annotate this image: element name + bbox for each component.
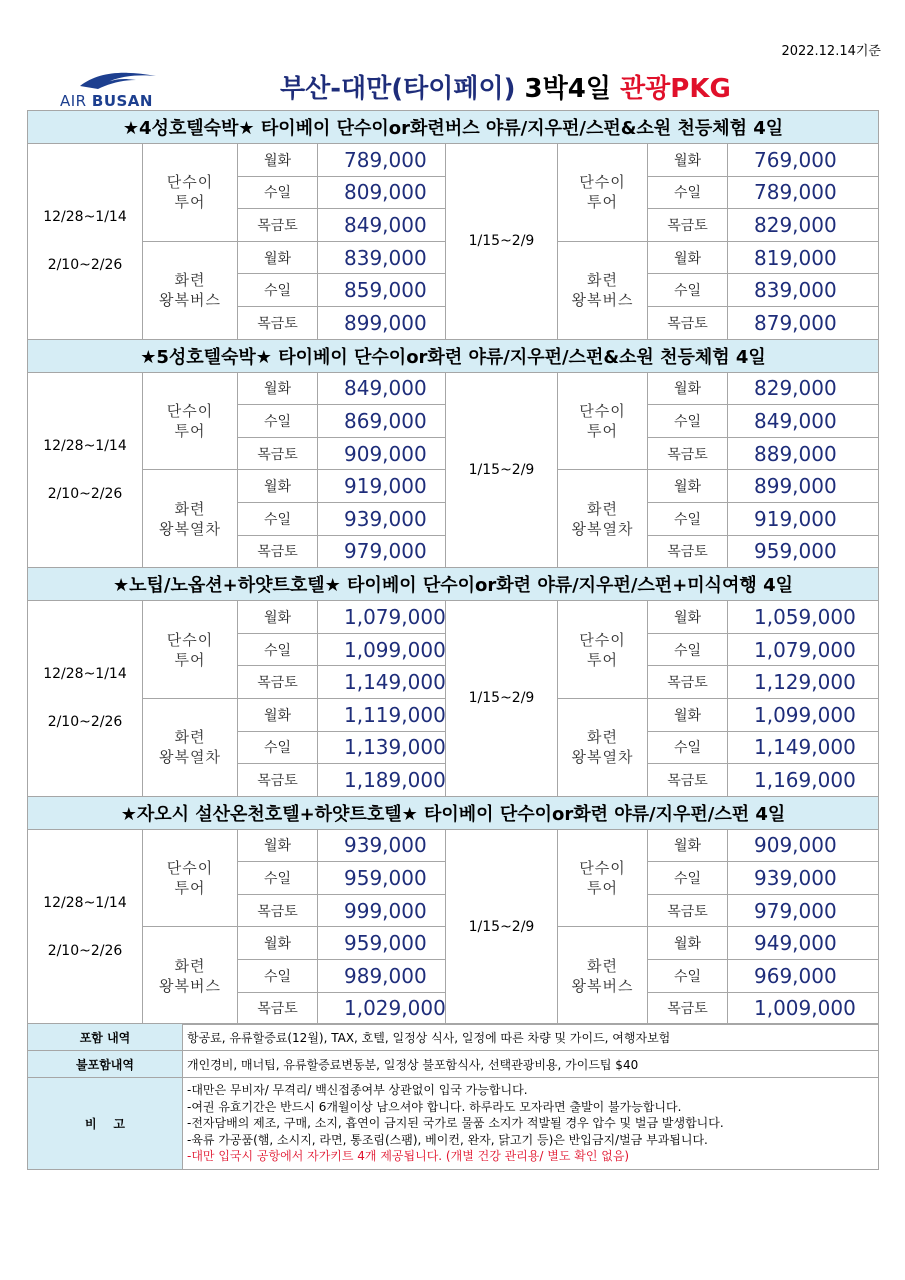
tour-type-right <box>558 372 648 470</box>
day-label: 목금토 <box>648 209 728 242</box>
price-left: 909,000 <box>318 437 446 470</box>
period-left: 2/10~2/26 <box>47 714 123 731</box>
title-part1: 부산- <box>280 74 342 104</box>
day-label: 목금토 <box>648 535 728 568</box>
price-left: 869,000 <box>318 405 446 438</box>
tour-type-line: 투어 <box>587 193 618 212</box>
tour-type-line: 화련 <box>174 956 206 975</box>
day-label: 목금토 <box>238 764 318 797</box>
section-header: ★4성호텔숙박★ 타이베이 단수이or화련버스 야류/지우펀/스펀&소원 천등체험 4일 <box>28 111 879 144</box>
day-label: 월화 <box>648 470 728 503</box>
price-right: 959,000 <box>728 535 879 568</box>
price-right: 879,000 <box>728 306 879 339</box>
day-label: 월화 <box>648 601 728 634</box>
day-label: 수일 <box>238 960 318 993</box>
day-label: 목금토 <box>648 306 728 339</box>
price-right: 899,000 <box>728 470 879 503</box>
price-right: 969,000 <box>728 960 879 993</box>
section-header-row <box>28 111 879 144</box>
day-label: 수일 <box>648 960 728 993</box>
tour-type-line: 단수이 <box>166 401 214 420</box>
price-right: 1,149,000 <box>728 731 879 764</box>
day-label: 월화 <box>648 372 728 405</box>
day-label: 수일 <box>648 633 728 666</box>
tour-type-right <box>558 241 648 339</box>
price-left: 1,029,000 <box>318 992 446 1025</box>
tour-type-line: 투어 <box>174 421 206 440</box>
tour-type-line: 투어 <box>174 650 206 669</box>
section-header-row <box>28 796 879 829</box>
section-header: ★노팁/노옵션+하얏트호텔★ 타이베이 단수이or화련 야류/지우펀/스펀+미식여행 4일 <box>28 568 879 601</box>
price-left: 939,000 <box>318 502 446 535</box>
tour-type-line: 투어 <box>174 879 206 898</box>
title-part2: 대만(타이페이) <box>341 74 516 104</box>
price-left: 1,189,000 <box>318 764 446 797</box>
price-left: 999,000 <box>318 894 446 927</box>
price-right: 939,000 <box>728 862 879 895</box>
tour-type-line: 단수이 <box>166 630 214 649</box>
price-left: 1,139,000 <box>318 731 446 764</box>
table-row <box>28 372 879 405</box>
notes-cell <box>183 1078 879 1170</box>
day-label: 월화 <box>238 144 318 177</box>
note-line: -육류 가공품(햄, 소시지, 라면, 통조림(스팸), 베이컨, 완자, 닭고기 등)은 반입금지/벌금 부과됩니다. <box>187 1132 708 1147</box>
price-right: 1,129,000 <box>728 666 879 699</box>
period-left: 2/10~2/26 <box>47 485 123 502</box>
bird-logo-icon <box>78 68 158 90</box>
excluded-text: 개인경비, 매너팁, 유류할증료변동분, 일정상 불포함식사, 선택관광비용, 가이드팁 $40 <box>183 1051 879 1078</box>
day-label: 목금토 <box>238 894 318 927</box>
period-left: 12/28~1/14 <box>43 437 127 454</box>
note-line: -전자담배의 제조, 구매, 소지, 흡연이 금지된 국가로 물품 소지가 적발될 경우 압수 및 벌금 발생합니다. <box>187 1116 724 1130</box>
period-right: 1/15~2/9 <box>446 144 558 340</box>
logo-text <box>60 92 153 110</box>
price-right: 1,059,000 <box>728 601 879 634</box>
period-left: 12/28~1/14 <box>43 666 127 683</box>
day-label: 수일 <box>648 176 728 209</box>
price-left: 809,000 <box>318 176 446 209</box>
day-label: 목금토 <box>648 992 728 1025</box>
tour-type-line: 왕복열차 <box>159 748 221 767</box>
price-right: 1,099,000 <box>728 698 879 731</box>
price-left: 849,000 <box>318 372 446 405</box>
period-left-cell <box>28 372 143 568</box>
date-basis: 2022.12.14기준 <box>781 44 881 59</box>
note-line: -대만은 무비자/ 무격리/ 백신접종여부 상관없이 입국 가능합니다. <box>187 1083 528 1097</box>
tour-type-line: 투어 <box>587 421 618 440</box>
day-label: 목금토 <box>238 666 318 699</box>
tour-type-line: 단수이 <box>166 173 214 192</box>
price-right: 949,000 <box>728 927 879 960</box>
logo-text-bold: BUSAN <box>91 92 153 110</box>
tour-type-line: 단수이 <box>579 173 626 192</box>
tour-type-line: 왕복열차 <box>159 519 221 538</box>
day-label: 목금토 <box>238 992 318 1025</box>
day-label: 목금토 <box>648 764 728 797</box>
day-label: 목금토 <box>238 437 318 470</box>
note-line: -여권 유효기간은 반드시 6개월이상 남으셔야 합니다. 하루라도 모자라면 출발이 불가능합니다. <box>187 1099 682 1114</box>
tour-type-line: 왕복버스 <box>571 976 634 995</box>
section-header: ★5성호텔숙박★ 타이베이 단수이or화련 야류/지우펀/스펀&소원 천등체험 4일 <box>28 339 879 372</box>
tour-type-line: 화련 <box>587 271 618 290</box>
price-left: 1,119,000 <box>318 698 446 731</box>
tour-type-right <box>558 601 648 699</box>
price-right: 829,000 <box>728 372 879 405</box>
tour-type-line: 단수이 <box>166 859 214 878</box>
table-row <box>28 601 879 634</box>
price-table <box>27 110 879 1025</box>
tour-type-line: 왕복열차 <box>571 519 634 538</box>
period-left: 2/10~2/26 <box>47 942 123 959</box>
logo-text-light: AIR <box>60 92 87 110</box>
day-label: 수일 <box>238 862 318 895</box>
tour-type-line: 투어 <box>587 879 618 898</box>
tour-type-line: 화련 <box>174 728 206 747</box>
day-label: 월화 <box>238 470 318 503</box>
day-label: 월화 <box>648 698 728 731</box>
price-right: 789,000 <box>728 176 879 209</box>
table-row <box>28 144 879 177</box>
price-left: 849,000 <box>318 209 446 242</box>
period-left: 12/28~1/14 <box>43 894 127 911</box>
price-right: 1,169,000 <box>728 764 879 797</box>
day-label: 목금토 <box>238 209 318 242</box>
period-left-cell <box>28 829 143 1025</box>
day-label: 수일 <box>238 405 318 438</box>
day-label: 월화 <box>238 372 318 405</box>
tour-type-left <box>143 698 238 796</box>
air-busan-logo <box>60 68 170 110</box>
day-label: 목금토 <box>238 306 318 339</box>
day-label: 수일 <box>648 502 728 535</box>
day-label: 수일 <box>648 274 728 307</box>
tour-type-line: 단수이 <box>579 630 626 649</box>
day-label: 월화 <box>238 927 318 960</box>
price-left: 979,000 <box>318 535 446 568</box>
tour-type-right <box>558 144 648 242</box>
tour-type-line: 투어 <box>174 193 206 212</box>
title-part3: 3박4일 <box>515 74 621 104</box>
tour-type-line: 화련 <box>587 956 618 975</box>
day-label: 월화 <box>238 829 318 862</box>
day-label: 수일 <box>648 862 728 895</box>
day-label: 월화 <box>648 144 728 177</box>
tour-type-line: 왕복버스 <box>159 976 221 995</box>
price-right: 839,000 <box>728 274 879 307</box>
title-part4: 관광PKG <box>620 74 731 104</box>
tour-type-left <box>143 372 238 470</box>
info-table <box>27 1023 879 1170</box>
period-left-cell <box>28 144 143 340</box>
notes-label: 비 고 <box>28 1078 183 1170</box>
period-right: 1/15~2/9 <box>446 372 558 568</box>
day-label: 월화 <box>238 601 318 634</box>
note-line-red: -대만 입국시 공항에서 자가키트 4개 제공됩니다. (개별 건강 관리용/ 별도 확인 없음) <box>187 1149 630 1163</box>
tour-type-right <box>558 927 648 1025</box>
day-label: 수일 <box>238 502 318 535</box>
price-left: 919,000 <box>318 470 446 503</box>
tour-type-right <box>558 698 648 796</box>
price-right: 1,009,000 <box>728 992 879 1025</box>
tour-type-line: 화련 <box>174 499 206 518</box>
tour-type-line: 왕복버스 <box>159 291 221 310</box>
tour-type-line: 화련 <box>174 271 206 290</box>
tour-type-line: 투어 <box>587 650 618 669</box>
table-row <box>28 829 879 862</box>
price-left: 859,000 <box>318 274 446 307</box>
price-right: 849,000 <box>728 405 879 438</box>
period-left: 2/10~2/26 <box>47 257 123 274</box>
tour-type-right <box>558 470 648 568</box>
page-title <box>280 68 731 105</box>
tour-type-line: 화련 <box>587 728 618 747</box>
day-label: 목금토 <box>648 437 728 470</box>
day-label: 수일 <box>238 176 318 209</box>
price-left: 939,000 <box>318 829 446 862</box>
price-left: 899,000 <box>318 306 446 339</box>
price-left: 959,000 <box>318 927 446 960</box>
price-right: 819,000 <box>728 241 879 274</box>
day-label: 월화 <box>238 698 318 731</box>
period-right: 1/15~2/9 <box>446 829 558 1025</box>
tour-type-left <box>143 241 238 339</box>
day-label: 수일 <box>238 274 318 307</box>
price-left: 789,000 <box>318 144 446 177</box>
day-label: 목금토 <box>648 666 728 699</box>
excluded-label: 불포함내역 <box>28 1051 183 1078</box>
day-label: 수일 <box>648 731 728 764</box>
section-header: ★자오시 설산온천호텔+하얏트호텔★ 타이베이 단수이or화련 야류/지우펀/스펀 4일 <box>28 796 879 829</box>
tour-type-left <box>143 601 238 699</box>
price-right: 909,000 <box>728 829 879 862</box>
day-label: 월화 <box>648 927 728 960</box>
period-right: 1/15~2/9 <box>446 601 558 797</box>
day-label: 목금토 <box>238 535 318 568</box>
price-right: 979,000 <box>728 894 879 927</box>
tour-type-right <box>558 829 648 927</box>
section-header-row <box>28 339 879 372</box>
price-right: 919,000 <box>728 502 879 535</box>
tour-type-left <box>143 829 238 927</box>
included-label: 포함 내역 <box>28 1024 183 1051</box>
day-label: 월화 <box>648 241 728 274</box>
included-text: 항공료, 유류할증료(12월), TAX, 호텔, 일정상 식사, 일정에 따른 차량 및 가이드, 여행자보험 <box>183 1024 879 1051</box>
tour-type-left <box>143 927 238 1025</box>
price-left: 959,000 <box>318 862 446 895</box>
day-label: 수일 <box>238 633 318 666</box>
price-left: 1,079,000 <box>318 601 446 634</box>
tour-type-line: 화련 <box>587 499 618 518</box>
price-left: 1,149,000 <box>318 666 446 699</box>
period-left: 12/28~1/14 <box>43 209 127 226</box>
tour-type-line: 단수이 <box>579 401 626 420</box>
price-left: 989,000 <box>318 960 446 993</box>
tour-type-left <box>143 144 238 242</box>
period-left-cell <box>28 601 143 797</box>
price-right: 829,000 <box>728 209 879 242</box>
section-header-row <box>28 568 879 601</box>
tour-type-left <box>143 470 238 568</box>
price-left: 1,099,000 <box>318 633 446 666</box>
tour-type-line: 왕복열차 <box>571 748 634 767</box>
day-label: 월화 <box>648 829 728 862</box>
day-label: 월화 <box>238 241 318 274</box>
day-label: 수일 <box>648 405 728 438</box>
day-label: 수일 <box>238 731 318 764</box>
day-label: 목금토 <box>648 894 728 927</box>
price-left: 839,000 <box>318 241 446 274</box>
tour-type-line: 왕복버스 <box>571 291 634 310</box>
price-right: 769,000 <box>728 144 879 177</box>
tour-type-line: 단수이 <box>579 859 626 878</box>
price-right: 889,000 <box>728 437 879 470</box>
price-right: 1,079,000 <box>728 633 879 666</box>
